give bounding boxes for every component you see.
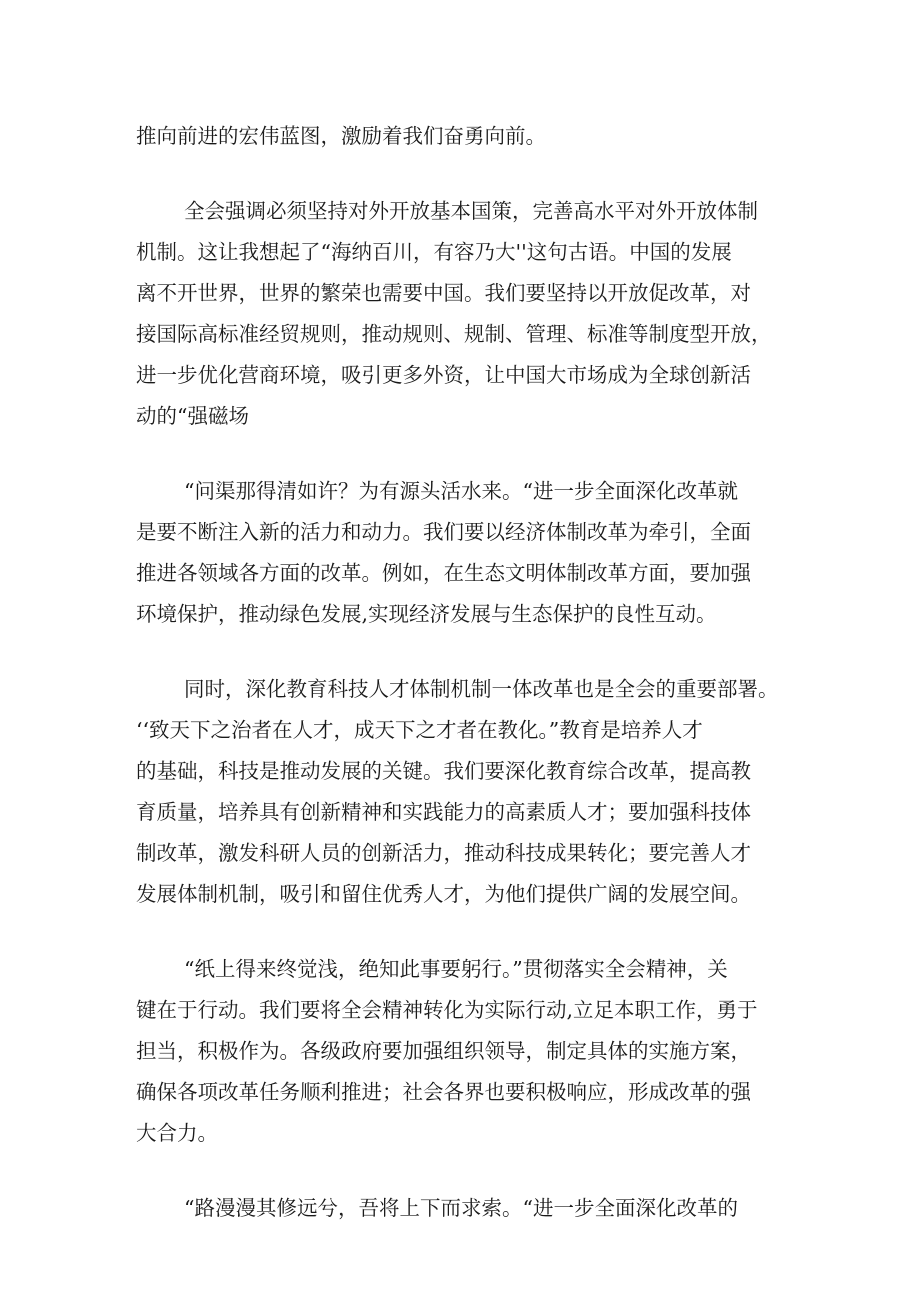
paragraph-gap: [136, 915, 796, 949]
text-line: “问渠那得清如许？为有源头活水来。“进一步全面深化改革就: [184, 479, 738, 503]
paragraph-education-talent: [136, 669, 796, 915]
text-line: 担当，积极作为。各级政府要加强组织领导，制定具体的实施方案，: [136, 1039, 751, 1063]
text-line: 大合力。: [136, 1121, 218, 1145]
text-line: 进一步优化营商环境，吸引更多外资，让中国大市场成为全球创新活: [136, 363, 751, 387]
text-line: 确保各项改革任务顺利推进；社会各界也要积极响应，形成改革的强: [136, 1080, 751, 1104]
text-line: “路漫漫其修远兮，吾将上下而求索。“进一步全面深化改革的: [184, 1196, 738, 1220]
text-line: 全会强调必须坚持对外开放基本国策，完善高水平对外开放体制: [184, 199, 758, 223]
text-line: 是要不断注入新的活力和动力。我们要以经济体制改革为牵引，全面: [136, 520, 751, 544]
document-body: [136, 116, 796, 1229]
text-line: 的基础，科技是推动发展的关键。我们要深化教育综合改革，提高教: [136, 759, 751, 783]
paragraph-reform-vitality: [136, 471, 796, 635]
paragraph-action: [136, 949, 796, 1154]
text-line: 动的“强磁场: [136, 404, 249, 428]
text-line: 推向前进的宏伟蓝图，激励着我们奋勇向前。: [136, 124, 546, 148]
text-line: 制改革，激发科研人员的创新活力，推动科技成果转化；要完善人才: [136, 841, 751, 865]
text-line: 离不开世界，世界的繁荣也需要中国。我们要坚持以开放促改革，对: [136, 281, 751, 305]
paragraph-opening-up: [136, 191, 796, 437]
text-line: 育质量，培养具有创新精神和实践能力的高素质人才；要加强科技体: [136, 800, 751, 824]
text-line: 发展体制机制，吸引和留住优秀人才，为他们提供广阔的发展空间。: [136, 882, 751, 906]
text-line: 接国际高标准经贸规则，推动规则、规制、管理、标准等制度型开放，: [136, 322, 772, 346]
text-line: 推进各领域各方面的改革。例如，在生态文明体制改革方面，要加强: [136, 561, 751, 585]
text-line: 机制。这让我想起了“海纳百川，有容乃大''这句古语。中国的发展: [136, 240, 732, 264]
paragraph-gap: [136, 437, 796, 471]
text-line: “纸上得来终觉浅，绝知此事要躬行。”贯彻落实全会精神，关: [184, 957, 728, 981]
paragraph-gap: [136, 635, 796, 669]
paragraph-gap: [136, 157, 796, 191]
paragraph-continuation: [136, 116, 796, 157]
text-line: 键在于行动。我们要将全会精神转化为实际行动,立足本职工作，勇于: [136, 998, 758, 1022]
text-line: ‘‘致天下之治者在人才，成天下之才者在教化。”教育是培养人才: [136, 718, 703, 742]
paragraph-long-road: [136, 1188, 796, 1229]
text-line: 同时，深化教育科技人才体制机制一体改革也是全会的重要部署。: [184, 677, 779, 701]
paragraph-gap: [136, 1154, 796, 1188]
text-line: 环境保护，推动绿色发展,实现经济发展与生态保护的良性互动。: [136, 602, 717, 626]
